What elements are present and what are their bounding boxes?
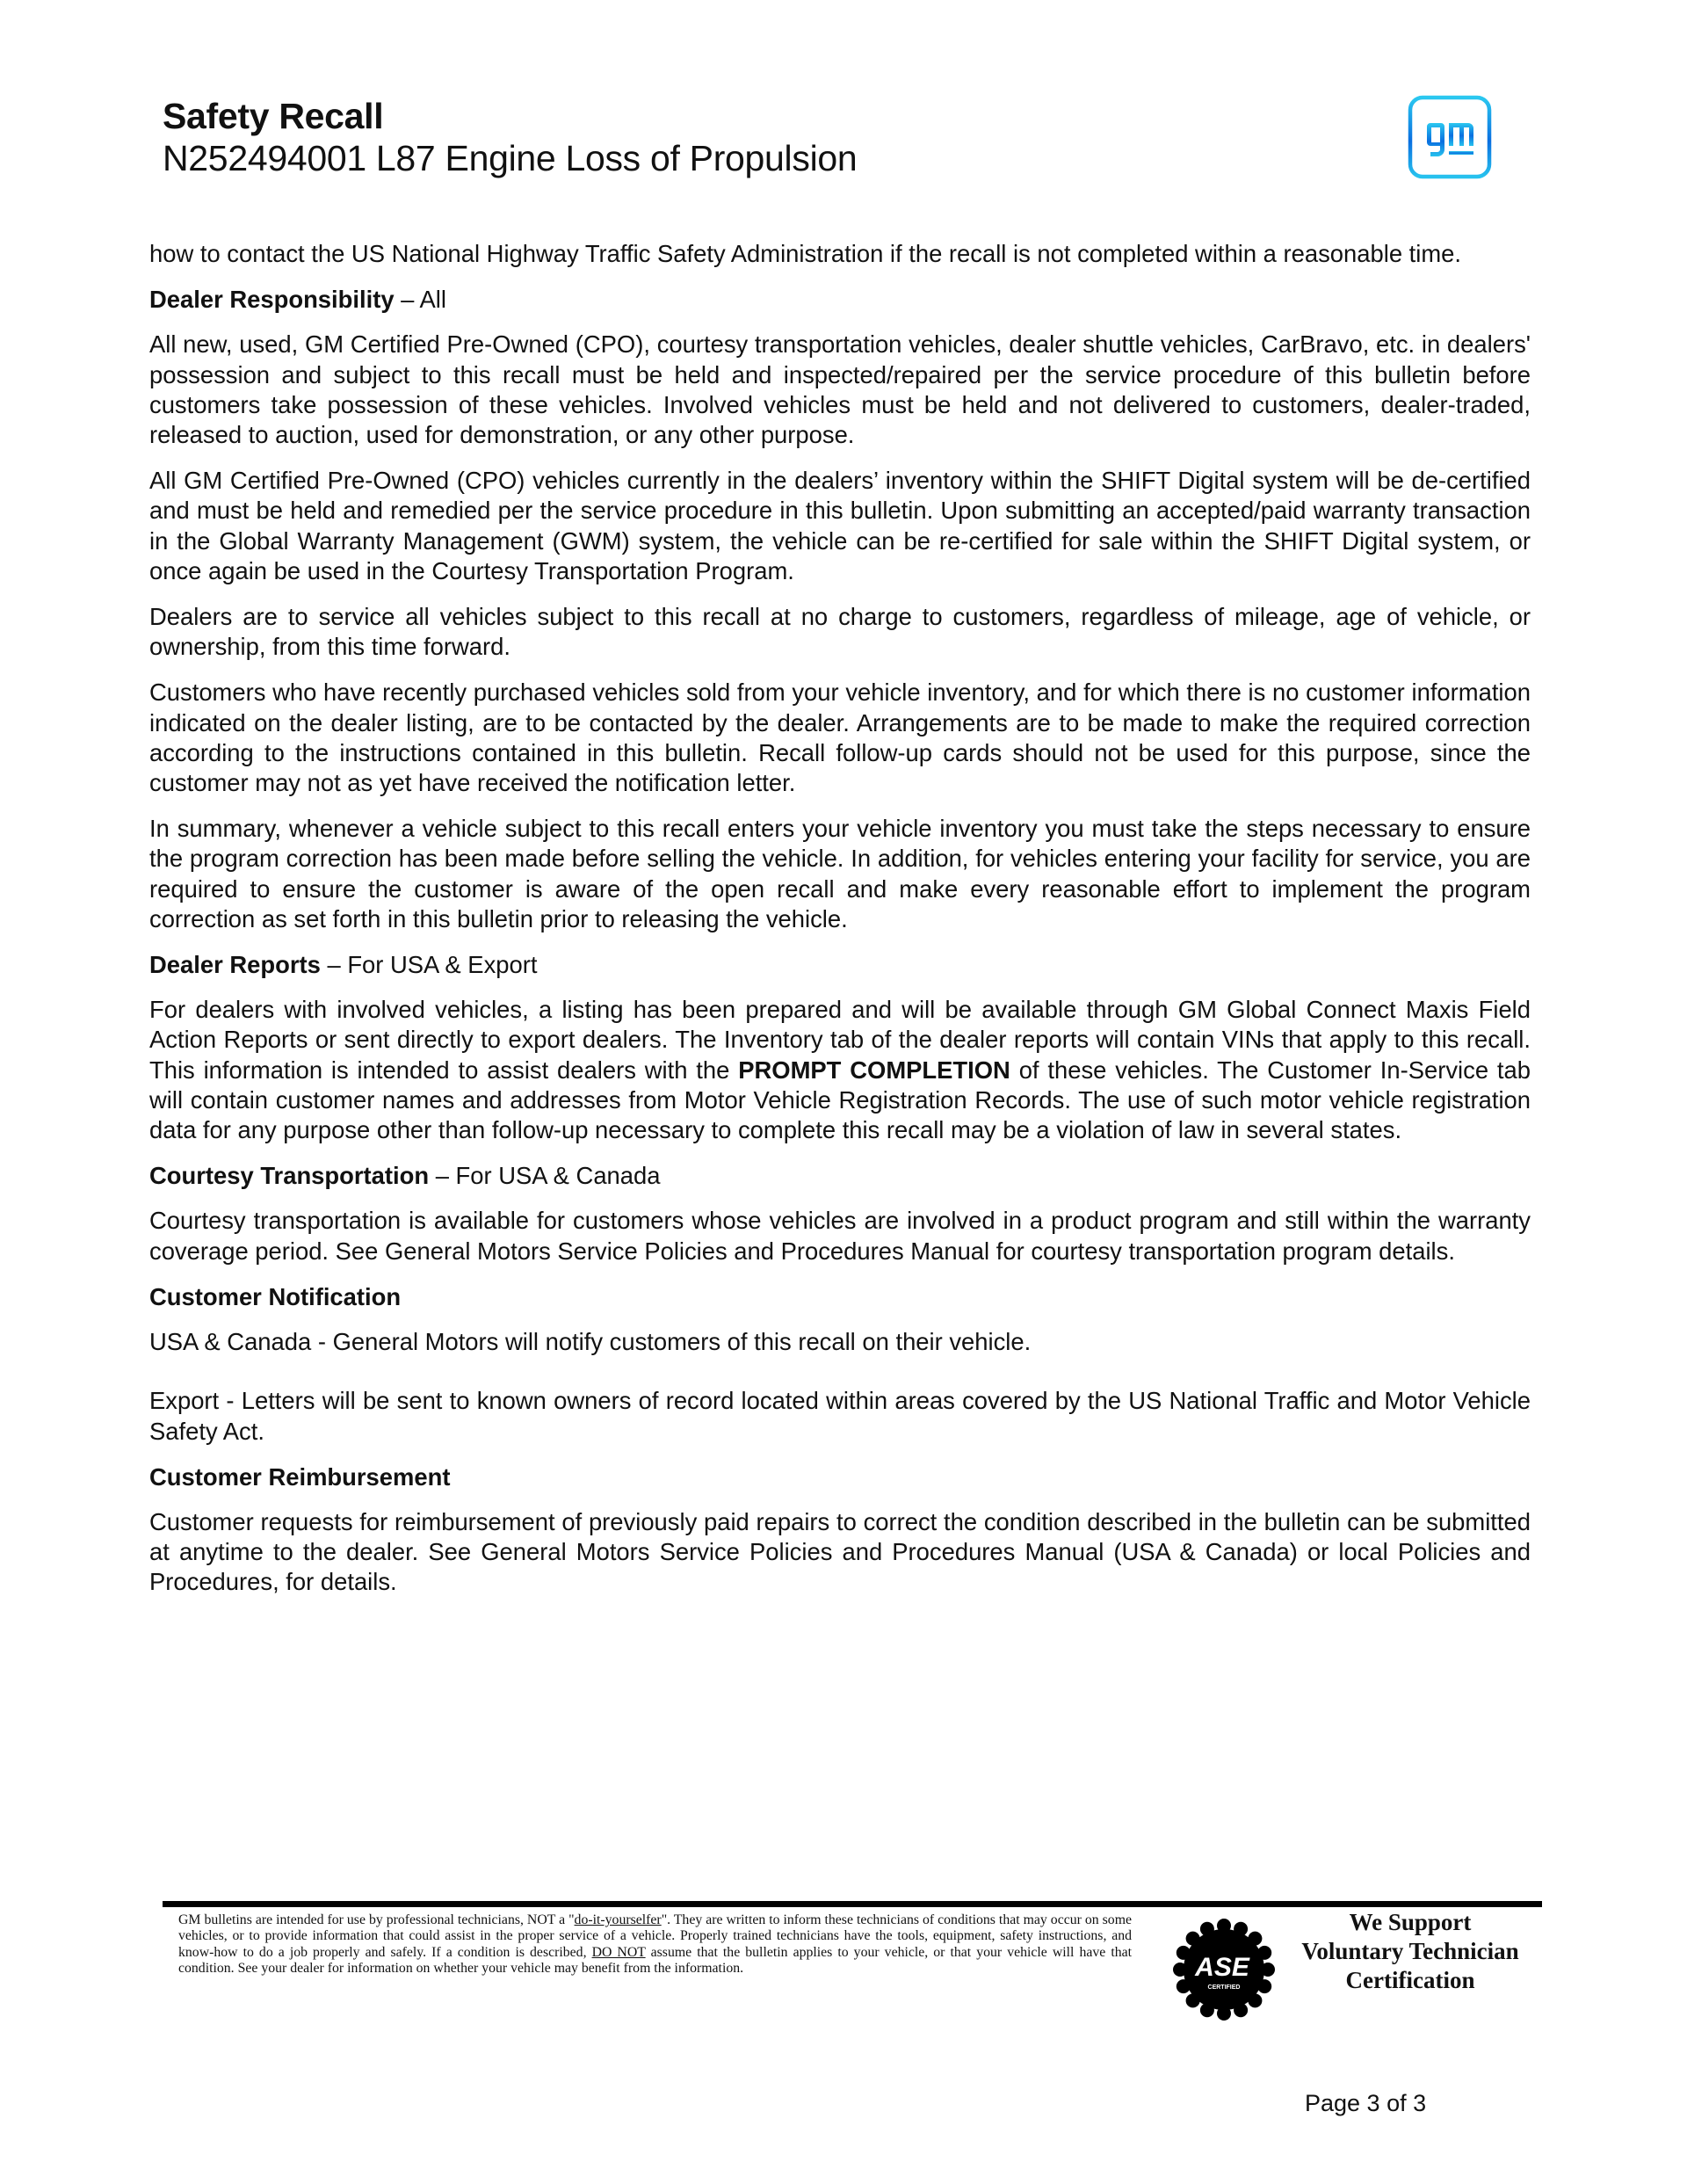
paragraph: Dealers are to service all vehicles subject to this recall at no charge to customers, regardless of mileage, age of vehicle, or ownership, from this time forward. [149, 603, 1531, 661]
paragraph: Customers who have recently purchased vehicles sold from your vehicle inventory, and for which there is no customer information indicated on the dealer listing, are to be contacted by the dealer. Arrangements are to be made to make the required correction according to the instructions contained in this bulletin. Recall follow-up cards should not be used for this purpose, since the customer may not as yet have received the notification letter. [149, 678, 1531, 797]
footer-divider [163, 1901, 1542, 1907]
paragraph: In summary, whenever a vehicle subject to this recall enters your vehicle inventory you must take the steps necessary to ensure the program correction has been made before selling the vehicle. In addition, for vehicles entering your facility for service, you are required to ensure the customer is aware of the open recall and make every reasonable effort to implement the program correction as set forth in this bulletin prior to releasing the vehicle. [149, 815, 1531, 932]
ase-certified-logo-icon [1171, 1917, 1277, 2022]
intro-paragraph: how to contact the US National Highway Traffic Safety Administration if the recall is not completed within a reasonable time. [149, 240, 1462, 267]
document-title: Safety Recall [163, 96, 384, 136]
paragraph: All new, used, GM Certified Pre-Owned (CPO), courtesy transportation vehicles, dealer shuttle vehicles, CarBravo, etc. in dealers' possession and subject to this recall must be held and inspected/repaired per the service procedure of this bulletin before customers take possession of these vehicles. Involved vehicles must be held and not delivered to customers, dealer-traded, released to auction, used for demonstration, or any other purpose. [149, 330, 1531, 449]
section-heading-customer-reimbursement: Customer Reimbursement [149, 1462, 451, 1491]
gm-logo-icon [1408, 95, 1492, 179]
paragraph: For dealers with involved vehicles, a listing has been prepared and will be available through GM Global Connect Maxis Field Action Reports or sent directly to export dealers. The Inventory tab of the dealer reports will contain VINs that apply to this recall. This information is intended to assist dealers with the PROMPT COMPLETION of these vehicles. The Customer In-Service tab will contain customer names and addresses from Motor Vehicle Registration Records. The use of such motor vehicle registration data for any purpose other than follow-up necessary to complete this recall may be a violation of law in several states. [149, 996, 1531, 1144]
section-heading-customer-notification: Customer Notification [149, 1282, 402, 1310]
paragraph: USA & Canada - General Motors will notify customers of this recall on their vehicle. [149, 1328, 1032, 1356]
document-subtitle: N252494001 L87 Engine Loss of Propulsion [163, 138, 858, 178]
document-body [149, 239, 1531, 1614]
paragraph: Courtesy transportation is available for customers whose vehicles are involved in a product program and still within the warranty coverage period. See General Motors Service Policies and Procedures Manual for courtesy transportation program details. [149, 1207, 1531, 1265]
svg-text:CERTIFIED: CERTIFIED [1207, 1984, 1241, 1991]
disclaimer-text: GM bulletins are intended for use by professional technicians, NOT a "do-it-yourselfer". They are written to inform these technicians of conditions that may occur on some vehicles, or to provide information that could assist in the proper service of a vehicle. Properly trained technicians have the tools, equipment, safety instructions, and know-how to do a job properly and safely. If a condition is described, DO NOT assume that the bulletin applies to your vehicle, or that your vehicle will have that condition. See your dealer for information on whether your vehicle may benefit from the information. [178, 1912, 1133, 1977]
section-heading-dealer-responsibility: Dealer Responsibility – All [149, 286, 446, 314]
page-number: Page 3 of 3 [1305, 2090, 1427, 2116]
section-heading-dealer-reports: Dealer Reports – For USA & Export [149, 951, 538, 979]
document-header [163, 95, 857, 179]
section-heading-courtesy-transportation: Courtesy Transportation – For USA & Canada [149, 1162, 661, 1190]
paragraph: All GM Certified Pre-Owned (CPO) vehicles currently in the dealers’ inventory within the SHIFT Digital system will be de-certified and must be held and remedied per the service procedure in this bulletin. Upon submitting an accepted/paid warranty transaction in the Global Warranty Management (GWM) system, the vehicle can be re-certified for sale within the SHIFT Digital system, or once again be used in the Courtesy Transportation Program. [149, 467, 1531, 584]
document-footer [163, 1901, 1542, 1993]
svg-text:ASE: ASE [1195, 1953, 1249, 1982]
paragraph: Customer requests for reimbursement of previously paid repairs to correct the condition described in the bulletin can be submitted at anytime to the dealer. See General Motors Service Policies and Procedures Manual (USA & Canada) or local Policies and Procedures, for details. [149, 1507, 1531, 1596]
technician-certification-statement: We Support Voluntary Technician Certification [1301, 1909, 1519, 1993]
emphasis-prompt-completion: PROMPT COMPLETION [738, 1056, 1010, 1084]
paragraph: Export - Letters will be sent to known owners of record located within areas covered by the US National Traffic and Motor Vehicle Safety Act. [149, 1387, 1531, 1445]
